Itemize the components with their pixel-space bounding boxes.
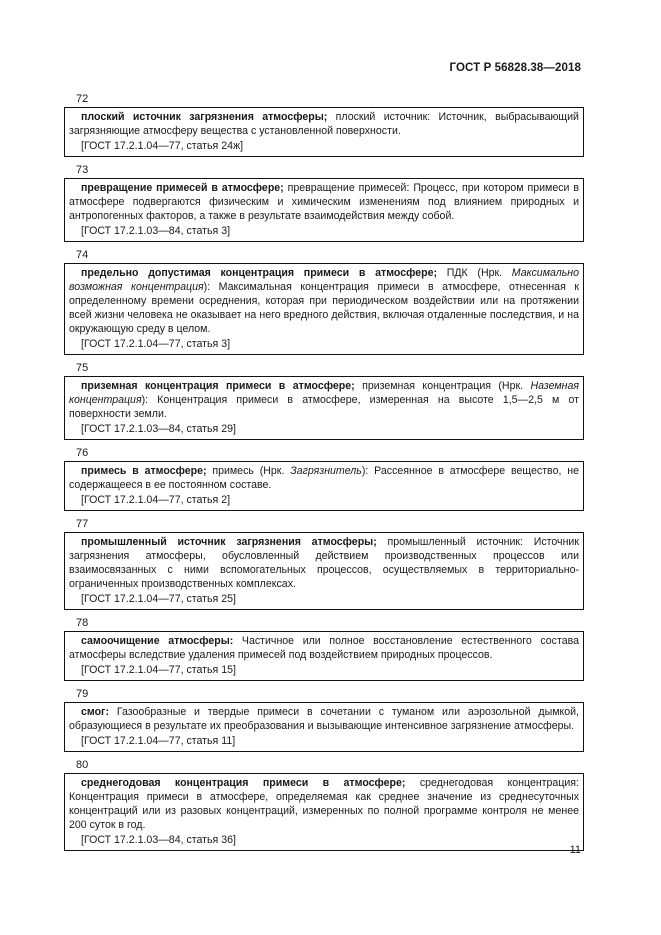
term-source: [ГОСТ 17.2.1.04—77, статья 3]	[81, 338, 231, 350]
entry-number: 80	[76, 759, 89, 771]
term-synonym: приземная концентрация (Нрк.	[354, 380, 531, 392]
term-definition: Источник, выбрасывающий загрязняющие атмосферу вещества с установленной поверхности.	[69, 111, 579, 137]
entry-number: 77	[76, 518, 89, 530]
document-header: ГОСТ Р 56828.38—2018	[449, 62, 581, 74]
entry-number: 75	[76, 362, 89, 374]
term-definition: Газообразные и твердые примеси в сочетании с туманом или аэрозольной дымкой, образующиеся в результате их преобразования и вызывающие интенсивное загрязнение атмосферы.	[69, 706, 579, 732]
term-name: смог:	[81, 706, 109, 718]
entry-box	[64, 773, 584, 851]
deprecated-term: Загрязнитель	[290, 465, 362, 477]
term-name: плоский источник загрязнения атмосферы;	[81, 111, 328, 123]
entry-box	[64, 107, 584, 157]
term-synonym: среднегодовая концентрация:	[405, 777, 579, 789]
term-entry	[64, 686, 584, 752]
entry-number: 79	[76, 688, 89, 700]
term-definition: Частичное или полное восстановление естественного состава атмосферы вследствие удаления примесей под воздействием природных процессов.	[69, 635, 579, 661]
term-entries	[64, 91, 584, 856]
term-definition: ): Рассеянное в атмосфере вещество, не содержащееся в ее постоянном составе.	[69, 465, 579, 491]
entry-box	[64, 461, 584, 511]
term-entry	[64, 516, 584, 610]
deprecated-term: Максимально возможная концентрация	[69, 267, 579, 293]
term-entry	[64, 757, 584, 851]
term-entry	[64, 91, 584, 157]
term-source: [ГОСТ 17.2.1.03—84, статья 36]	[81, 834, 236, 846]
term-definition: Процесс, при котором примеси в атмосфере подвергаются физическим и химическим изменениям под влиянием природных и антропогенных факторов, а также в результате взаимодействия между собой.	[69, 182, 579, 222]
entry-number: 73	[76, 164, 89, 176]
page-number: 11	[569, 844, 581, 856]
term-source: [ГОСТ 17.2.1.04—77, статья 15]	[81, 664, 236, 676]
term-definition: Концентрация примеси в атмосфере, определяемая как среднее значение из среднесуточных концентраций или из разовых концентраций, измеренных по полной программе контроля не менее 200 суток в год.	[69, 791, 579, 831]
entry-box	[64, 631, 584, 681]
term-definition: Источник загрязнения атмосферы, обусловленный действием производственных процессов или взаимосвязанных с ними вспомогательных процессов, осуществляемых в территориально-ограниченных производственных комплексах.	[69, 536, 579, 590]
term-synonym: промышленный источник:	[376, 536, 523, 548]
entry-number: 78	[76, 617, 89, 629]
term-entry	[64, 162, 584, 242]
term-source: [ГОСТ 17.2.1.04—77, статья 25]	[81, 593, 236, 605]
entry-number: 74	[76, 249, 89, 261]
term-source: [ГОСТ 17.2.1.03—84, статья 3]	[81, 225, 231, 237]
entry-number: 72	[76, 93, 89, 105]
entry-number: 76	[76, 447, 89, 459]
term-name: среднегодовая концентрация примеси в атмосфере;	[81, 777, 406, 789]
term-source: [ГОСТ 17.2.1.04—77, статья 2]	[81, 494, 231, 506]
term-entry	[64, 360, 584, 440]
term-name: предельно допустимая концентрация примеси в атмосфере;	[81, 267, 438, 279]
term-source: [ГОСТ 17.2.1.04—77, статья 24ж]	[81, 140, 244, 152]
term-entry	[64, 615, 584, 681]
term-name: превращение примесей в атмосфере;	[81, 182, 284, 194]
term-entry	[64, 247, 584, 355]
term-synonym: плоский источник:	[327, 111, 431, 123]
term-name: приземная концентрация примеси в атмосфере;	[81, 380, 355, 392]
term-source: [ГОСТ 17.2.1.03—84, статья 29]	[81, 423, 236, 435]
term-synonym: ПДК (Нрк.	[437, 267, 512, 279]
deprecated-term: Наземная концентрация	[69, 380, 580, 406]
term-source: [ГОСТ 17.2.1.04—77, статья 11]	[81, 735, 236, 747]
entry-box	[64, 702, 584, 752]
term-synonym: превращение примесей:	[283, 182, 410, 194]
term-name: промышленный источник загрязнения атмосферы;	[81, 536, 377, 548]
term-definition: ): Концентрация примеси в атмосфере, измеренная на высоте 1,5—2,5 м от поверхности земли.	[69, 394, 579, 420]
term-name: примесь в атмосфере;	[81, 465, 207, 477]
term-entry	[64, 445, 584, 511]
term-name: самоочищение атмосферы:	[81, 635, 234, 647]
entry-box	[64, 178, 584, 242]
term-definition: ): Максимальная концентрация примеси в атмосфере, отнесенная к определенному времени осреднения, которая при периодическом воздействии или на протяжении всей жизни человека не оказывает на него вредного действия, включая отдаленные последствия, и на окружающую среду в целом.	[69, 281, 579, 335]
term-synonym: примесь (Нрк.	[206, 465, 291, 477]
entry-box	[64, 376, 584, 440]
entry-box	[64, 532, 584, 610]
entry-box	[64, 263, 584, 355]
